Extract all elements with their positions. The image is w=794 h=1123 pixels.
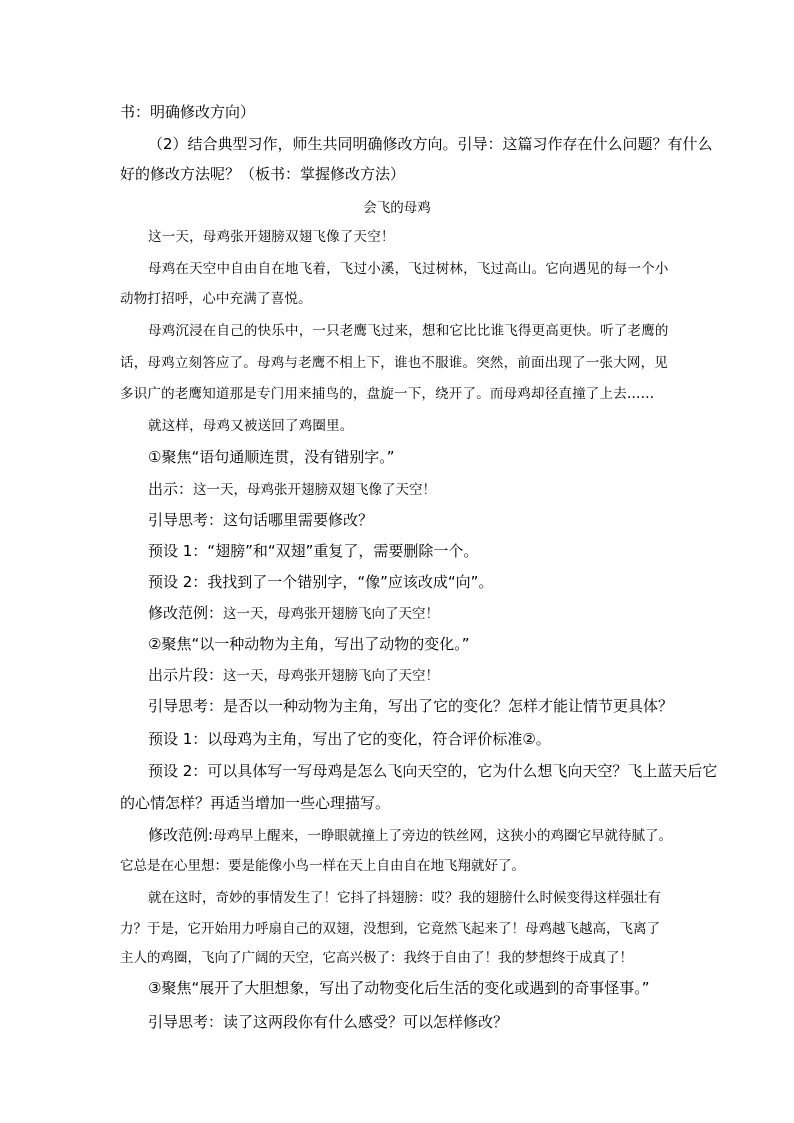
focus-1: ①聚焦“语句通顺连贯，没有错别字。” [148, 448, 395, 466]
story-paragraph: 话，母鸡立刻答应了。母鸡与老鹰不相上下，谁也不服谁。突然，前面出现了一张大网，见 [120, 355, 668, 371]
revise-1-text: 这一天，母鸡张开翅膀飞向了天空！ [223, 606, 440, 622]
guide-2: 引导思考：是否以一种动物为主角，写出了它的变化？怎样才能让情节更具体？ [148, 697, 674, 715]
show-2 [148, 665, 680, 686]
focus-2: ②聚焦“以一种动物为主角，写出了动物的变化。” [148, 635, 470, 653]
show-2-label: 出示片段： [148, 666, 224, 684]
text-line: （2）结合典型习作，师生共同明确修改方向。引导：这篇习作存在什么问题？有什么 [148, 135, 713, 153]
preset-2-1: 预设 1：以母鸡为主角，写出了它的变化，符合评价标准②。 [148, 730, 551, 748]
show-2-text: 这一天，母鸡张开翅膀飞向了天空！ [223, 668, 440, 684]
story-title: 会飞的母鸡 [363, 200, 431, 216]
revise-2-line: 它总是在心里想：要是能像小鸟一样在天上自由自在地飞翔就好了。 [120, 858, 525, 874]
preset-2-2-cont: 的心情怎样？再适当增加一些心理描写。 [120, 794, 391, 812]
revise-2-line: 主人的鸡圈，飞向了广阔的天空，它高兴极了：我终于自由了！我的梦想终于成真了！ [120, 950, 633, 966]
revise-2-label: 修改范例: [148, 826, 214, 844]
story-paragraph: 这一天，母鸡张开翅膀双翅飞像了天空！ [148, 229, 395, 245]
guide-3: 引导思考：读了这两段你有什么感受？可以怎样修改？ [148, 1013, 509, 1031]
story-paragraph: 母鸡沉浸在自己的快乐中，一只老鹰飞过来，想和它比比谁飞得更高更快。听了老鹰的 [148, 323, 669, 339]
preset-2-2: 预设 2：可以具体写一写母鸡是怎么飞向天空的，它为什么想飞向天空？飞上蓝天后它 [148, 762, 718, 780]
revise-2 [148, 825, 680, 846]
story-paragraph: 就这样，母鸡又被送回了鸡圈里。 [148, 418, 354, 434]
show-1-label: 出示： [148, 480, 194, 498]
preset-1-2: 预设 2：我找到了一个错别字，“像”应该改成“向”。 [148, 573, 494, 591]
show-1 [148, 479, 680, 500]
text-line: 好的修改方法呢？（板书：掌握修改方法） [120, 165, 406, 183]
story-paragraph: 多识广的老鹰知道那是专门用来捕鸟的，盘旋一下，绕开了。而母鸡却径直撞了上去…… [120, 386, 655, 402]
show-1-text: 这一天，母鸡张开翅膀双翅飞像了天空！ [193, 482, 437, 498]
revise-2-text: 母鸡早上醒来，一睁眼就撞上了旁边的铁丝网，这狭小的鸡圈它早就待腻了。 [213, 828, 673, 844]
preset-1-1: 预设 1：“翅膀”和“双翅”重复了，需要删除一个。 [148, 542, 479, 560]
revise-2-line: 就在这时，奇妙的事情发生了！它抖了抖翅膀：哎？我的翅膀什么时候变得这样强壮有 [148, 890, 661, 906]
revise-1-label: 修改范例： [148, 604, 224, 622]
story-paragraph: 动物打招呼，心中充满了喜悦。 [120, 291, 312, 307]
revise-1 [148, 603, 680, 624]
text-line: 书：明确修改方向） [120, 103, 256, 121]
revise-2-line: 力？于是，它开始用力呼扇自己的双翅，没想到，它竟然飞起来了！母鸡越飞越高，飞离了 [120, 921, 660, 937]
story-paragraph: 母鸡在天空中自由自在地飞着，飞过小溪，飞过树林，飞过高山。它向遇见的每一个小 [148, 261, 669, 277]
focus-3: ③聚焦“展开了大胆想象，写出了动物变化后生活的变化或遇到的奇事怪事。” [148, 979, 650, 997]
guide-1: 引导思考：这句话哪里需要修改？ [148, 511, 374, 529]
